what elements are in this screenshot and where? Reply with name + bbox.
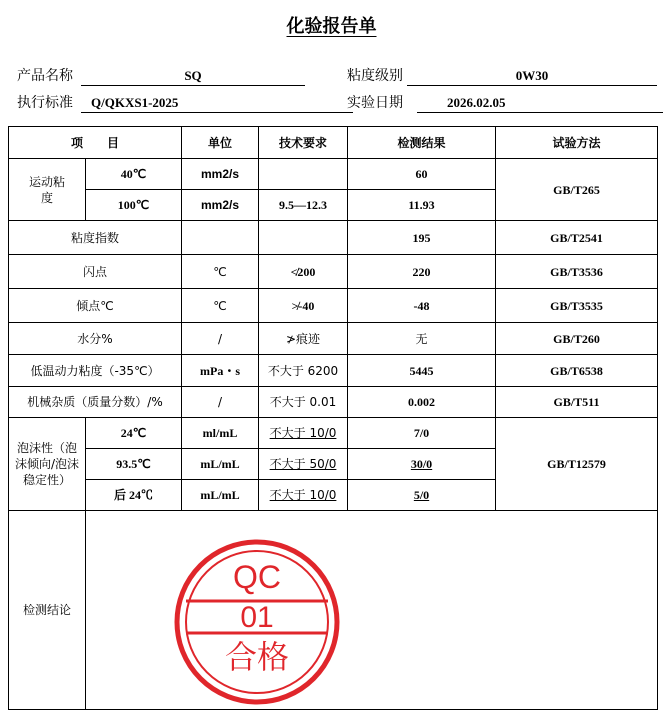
water-unit: /	[182, 323, 259, 355]
cold-req: 不大于 6200	[259, 355, 348, 387]
visc100-item: 100℃	[86, 190, 182, 221]
mech-result: 0.002	[348, 387, 496, 418]
mech-unit: /	[182, 387, 259, 418]
water-method: GB/T260	[496, 323, 658, 355]
water-item: 水分%	[9, 323, 182, 355]
flash-method: GB/T3536	[496, 255, 658, 289]
foam2-req: 不大于 50/0	[259, 449, 348, 480]
visc100-unit: mm2/s	[182, 190, 259, 221]
vi-result: 195	[348, 221, 496, 255]
stamp-text-number: 01	[240, 601, 274, 634]
report-title: 化验报告单	[286, 16, 377, 37]
foam3-req: 不大于 10/0	[259, 480, 348, 511]
vi-method: GB/T2541	[496, 221, 658, 255]
pour-item: 倾点℃	[9, 289, 182, 323]
pour-method: GB/T3535	[496, 289, 658, 323]
foam2-result: 30/0	[348, 449, 496, 480]
flash-unit: ℃	[182, 255, 259, 289]
table-row	[9, 159, 658, 190]
visc100-result: 11.93	[348, 190, 496, 221]
vi-req	[259, 221, 348, 255]
table-header-row	[9, 127, 658, 159]
vi-unit	[182, 221, 259, 255]
col-unit-header: 单位	[182, 127, 259, 159]
water-result: 无	[348, 323, 496, 355]
col-req-header: 技术要求	[259, 127, 348, 159]
visc40-item: 40℃	[86, 159, 182, 190]
visc100-req: 9.5—12.3	[259, 190, 348, 221]
stamp-text-qc: QC	[233, 559, 281, 595]
table-row	[9, 255, 658, 289]
vi-item: 粘度指数	[9, 221, 182, 255]
pour-req: ≯-40	[259, 289, 348, 323]
cold-result: 5445	[348, 355, 496, 387]
table-row	[9, 323, 658, 355]
foam1-result: 7/0	[348, 418, 496, 449]
foam3-item: 后 24℃	[86, 480, 182, 511]
table-row	[9, 387, 658, 418]
visc40-result: 60	[348, 159, 496, 190]
visc40-unit: mm2/s	[182, 159, 259, 190]
pour-result: -48	[348, 289, 496, 323]
foam-method: GB/T12579	[496, 418, 658, 511]
table-row	[9, 289, 658, 323]
flash-result: 220	[348, 255, 496, 289]
test-date-value: 2026.02.05	[417, 93, 663, 113]
foam-group-cell: 泡沫性（泡沫倾向/泡沫稳定性）	[9, 418, 86, 511]
col-result-header: 检测结果	[348, 127, 496, 159]
pour-unit: ℃	[182, 289, 259, 323]
col-item-header: 项 目	[9, 127, 182, 159]
foam1-unit: ml/mL	[182, 418, 259, 449]
water-req: ≯痕迹	[259, 323, 348, 355]
foam1-req: 不大于 10/0	[259, 418, 348, 449]
product-name-value: SQ	[81, 66, 305, 86]
stamp-text-pass: 合格	[224, 638, 290, 676]
conclusion-label: 检测结论	[9, 511, 86, 710]
visc40-req	[259, 159, 348, 190]
mech-method: GB/T511	[496, 387, 658, 418]
viscosity-grade-value: 0W30	[407, 66, 657, 86]
foam2-unit: mL/mL	[182, 449, 259, 480]
table-row	[9, 418, 658, 449]
mech-req: 不大于 0.01	[259, 387, 348, 418]
conclusion-content	[86, 511, 658, 710]
foam3-result: 5/0	[348, 480, 496, 511]
flash-req: ≮200	[259, 255, 348, 289]
visc-method: GB/T265	[496, 159, 658, 221]
col-method-header: 试验方法	[496, 127, 658, 159]
qc-pass-stamp	[173, 538, 341, 706]
foam1-item: 24℃	[86, 418, 182, 449]
table-row	[9, 355, 658, 387]
table-row	[9, 221, 658, 255]
foam3-unit: mL/mL	[182, 480, 259, 511]
cold-unit: mPa・s	[182, 355, 259, 387]
viscosity-group-cell: 运动粘度	[9, 159, 86, 221]
cold-method: GB/T6538	[496, 355, 658, 387]
foam2-item: 93.5℃	[86, 449, 182, 480]
flash-item: 闪点	[9, 255, 182, 289]
cold-item: 低温动力粘度（-35℃）	[9, 355, 182, 387]
mech-item: 机械杂质（质量分数）/%	[9, 387, 182, 418]
standard-value: Q/QKXS1-2025	[81, 93, 353, 113]
